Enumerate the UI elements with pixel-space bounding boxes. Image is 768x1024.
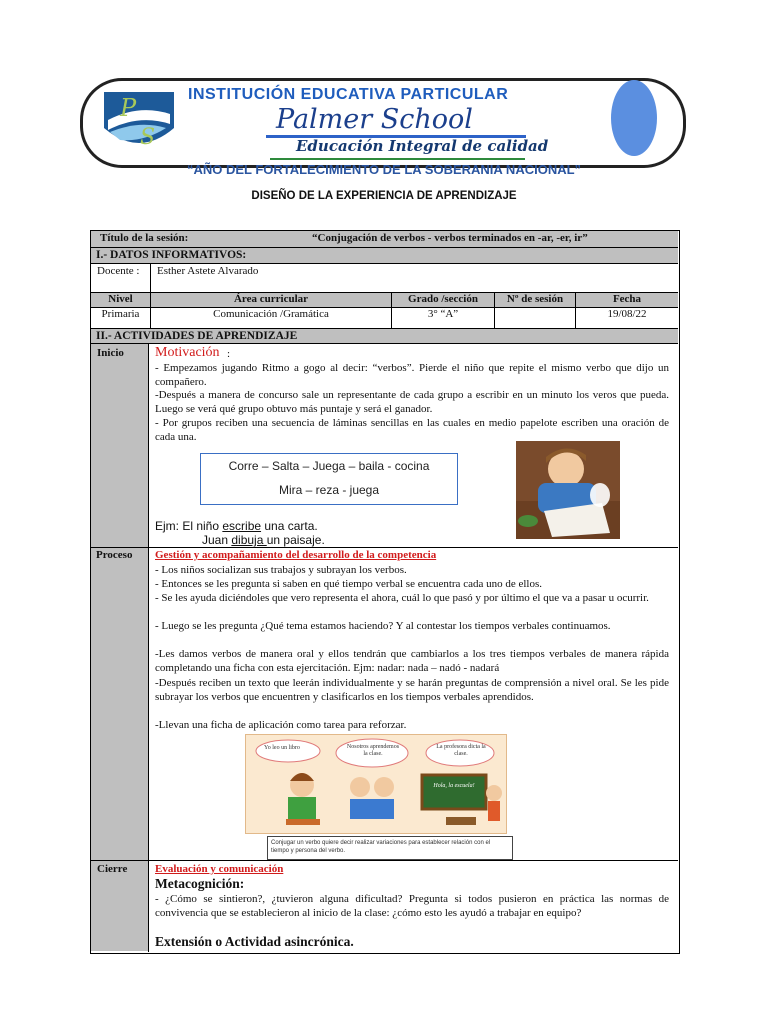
docente-value: Esther Astete Alvarado (157, 265, 259, 277)
bubble-3-text: La profesora dicta la clase. (436, 744, 486, 757)
svg-text:S: S (140, 125, 156, 150)
table-line (90, 263, 678, 264)
illustration-caption: Conjugar un verbo quiere decir realizar variaciones para establecer relación con el tiempo y persona del verbo. (267, 836, 513, 860)
table-line (90, 547, 678, 548)
header-fecha: Fecha (612, 293, 642, 305)
value-area: Comunicación /Gramática (213, 308, 329, 320)
example-line-2: Juan dibuja un paisaje. (202, 533, 325, 547)
proceso-paragraph-7: -Llevan una ficha de aplicación como tarea para reforzar. (155, 719, 407, 731)
example-line-1: Ejm: El niño escribe una carta. (155, 519, 318, 533)
year-motto: “AÑO DEL FORTALECIMIENTO DE LA SOBERANIA NACIONAL” (186, 162, 582, 177)
boy-writing-image (516, 441, 620, 539)
inicio-paragraph-3: - Por grupos reciben una secuencia de láminas sencillas en las cuales en medio papelote escriben una oración de cada una. (155, 417, 669, 443)
verbs-line-1: Corre – Salta – Juega – baila - cocina (228, 459, 430, 473)
table-line (90, 343, 678, 344)
verbs-line-2: Mira – reza - juega (278, 483, 380, 497)
cierre-paragraph: - ¿Cómo se sintieron?, ¿tuvieron alguna dificultad? Pregunta si todos pusieron en práctica las normas de convivencia que se establecieron al inicio de la clase: ¿cómo esto les ayudó a trabajar en equipo? (155, 893, 669, 919)
session-title-label: Título de la sesión: (100, 232, 189, 244)
institution-title: INSTITUCIÓN EDUCATIVA PARTICULAR (188, 86, 509, 103)
underlined-verb: escribe (222, 519, 262, 533)
cierre-heading: Evaluación y comunicación (155, 863, 284, 875)
docente-label: Docente : (97, 265, 140, 277)
value-grado: 3° “A” (427, 308, 459, 320)
svg-text:P: P (120, 94, 137, 122)
school-name: Palmer School (276, 104, 473, 135)
table-line (575, 292, 576, 328)
cierre-label: Cierre (97, 863, 128, 875)
proceso-heading: Gestión y acompañamiento del desarrollo de la competencia (155, 549, 437, 561)
board-text: Hola, la escuela! (433, 783, 475, 789)
proceso-paragraph-3: - Se les ayuda diciéndoles que vero representa el ahora, cuál lo que pasó y por último el que va a pasar u ocurrir. (155, 592, 649, 604)
table-line (494, 292, 495, 328)
proceso-paragraph-4: - Luego se les pregunta ¿Qué tema estamos haciendo? Y al contestar los tiempos verbales continuamos. (155, 620, 611, 632)
bubble-2-text: Nosotros aprendemos la clase. (346, 744, 400, 757)
bubble-1-text: Yo leo un libro (264, 745, 300, 751)
header-area: Área curricular (233, 293, 309, 305)
inicio-paragraph-2: -Después a manera de concurso sale un representante de cada grupo a escribir en un minuto los veros que pueda. Luego se verá qué grupo obtuvo más puntaje y será el ganador. (155, 389, 669, 415)
proceso-paragraph-6: -Después reciben un texto que leerán individualmente y se harán preguntas de comprensión a nivel oral. Se les pide subrayar los verbos que encuentren y clasificarlos en los tiempos verbales aprendidos. (155, 677, 669, 703)
header-grado: Grado /sección (408, 293, 478, 305)
datos-section-label: I.- DATOS INFORMATIVOS: (96, 249, 247, 261)
metacognicion-heading: Metacognición: (155, 876, 245, 891)
inicio-paragraph-1: - Empezamos jugando Ritmo a gogo al decir: “verbos”. Pierde el niño que repite el mismo verbo que dijo un compañero. (155, 362, 669, 388)
header-sesion: Nº de sesión (506, 293, 564, 305)
school-logo (100, 84, 178, 156)
proceso-paragraph-5: -Les damos verbos de manera oral y ellos tendrán que cambiarlos a los tres tiempos verbales de manera rápida completando una ficha con esta ejercitación. Ejm: nadar: nada – nadó - nadará (155, 648, 669, 674)
table-line (150, 292, 151, 328)
table-line (391, 292, 392, 328)
verb-tenses-illustration (245, 734, 507, 834)
blue-circle-decoration (611, 80, 657, 156)
proceso-paragraph-2: - Entonces se les pregunta si saben en qué tiempo verbal se encuentra cada uno de ellos. (155, 578, 542, 590)
inicio-heading: Motivación (155, 345, 220, 360)
table-line (150, 263, 151, 293)
value-fecha: 19/08/22 (607, 308, 647, 320)
verbs-box (200, 453, 458, 505)
motto-underline (270, 158, 525, 160)
school-motto: Educación Integral de calidad (296, 137, 549, 155)
table-line (90, 860, 678, 861)
document-title: DISEÑO DE LA EXPERIENCIA DE APRENDIZAJE (251, 190, 517, 202)
proceso-paragraph-1: - Los niños socializan sus trabajos y subrayan los verbos. (155, 564, 407, 576)
extension-heading: Extensión o Actividad asincrónica. (155, 934, 354, 949)
actividades-section-label: II.- ACTIVIDADES DE APRENDIZAJE (96, 330, 298, 342)
header-nivel: Nivel (108, 293, 133, 305)
inicio-label: Inicio (97, 347, 124, 359)
value-nivel: Primaria (101, 308, 140, 320)
proceso-label: Proceso (96, 549, 133, 561)
session-title-value: “Conjugación de verbos - verbos terminados en -ar, -er, ir” (312, 232, 588, 244)
underlined-verb: dibuja (231, 533, 267, 547)
